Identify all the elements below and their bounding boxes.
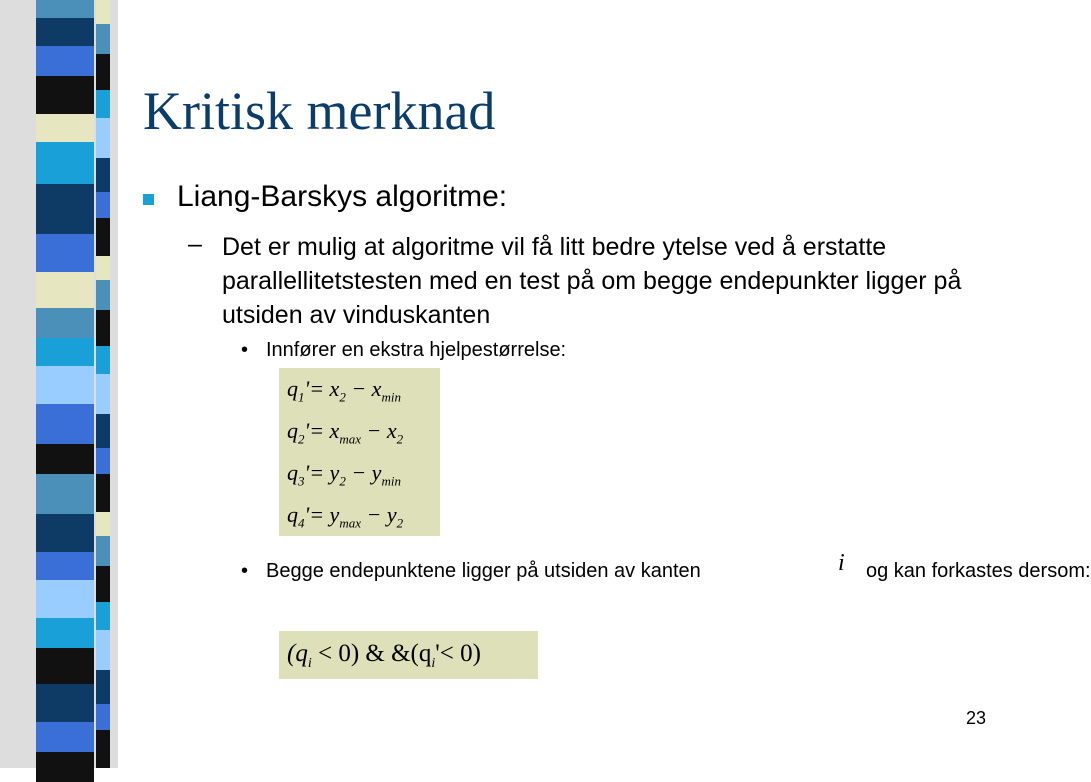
condition-expression: $(q_i < 0)$ & $\&(q_i'< 0)$ [287, 640, 481, 671]
stripe-segment [36, 114, 94, 142]
bullet-main: Liang-Barskys algoritme: [177, 180, 508, 213]
edge-index-variable: i [838, 550, 845, 576]
decorative-stripe [0, 0, 118, 768]
stripe-segment [36, 514, 94, 552]
stripe-segment [96, 536, 110, 566]
stripe-segment [96, 630, 110, 670]
stripe-segment [96, 310, 110, 346]
equation-box [279, 368, 440, 536]
stripe-segment [96, 54, 110, 90]
dot-marker: • [241, 339, 249, 361]
stripe-segment [36, 722, 94, 752]
dash-marker: – [188, 230, 202, 258]
stripe-segment [96, 670, 110, 704]
stripe-segment [36, 366, 94, 404]
equation-line: $q_4'= y_{max} - y_2$ [287, 502, 404, 531]
stripe-column [36, 0, 94, 768]
stripe-segment [96, 280, 110, 310]
sub-bullet-text: Det er mulig at algoritme vil få litt bedre ytelse ved å erstatte parallellitetstesten med en test på om begge endepunkter ligger på utsiden av vinduskanten [222, 233, 962, 329]
stripe-segment [96, 90, 110, 118]
dot-marker: • [241, 560, 249, 582]
slide-title: Kritisk merknad [143, 81, 496, 141]
stripe-segment [36, 18, 94, 46]
stripe-segment [96, 192, 110, 218]
page-number: 23 [966, 708, 987, 728]
stripe-segment [36, 142, 94, 184]
stripe-segment [96, 346, 110, 374]
condition-box [279, 631, 538, 679]
stripe-segment [96, 256, 110, 280]
stripe-segment [36, 76, 94, 114]
stripe-segment [36, 648, 94, 684]
stripe-segment [36, 46, 94, 76]
stripe-segment [96, 602, 110, 630]
stripe-segment [96, 414, 110, 448]
stripe-segment [36, 684, 94, 722]
stripe-segment [36, 618, 94, 648]
stripe-segment [36, 752, 94, 782]
stripe-segment [96, 448, 110, 474]
stripe-segment [96, 118, 110, 158]
equation-line: $q_1'= x_2 - x_{min}$ [287, 376, 401, 405]
equation-line: $q_2'= x_{max} - x_2$ [287, 418, 404, 447]
equation-line: $q_3'= y_2 - y_{min}$ [287, 460, 401, 489]
stripe-segment [96, 474, 110, 512]
stripe-column-thin [96, 0, 110, 768]
stripe-segment [96, 158, 110, 192]
stripe-segment [36, 184, 94, 234]
stripe-segment [96, 24, 110, 54]
stripe-segment [36, 234, 94, 272]
stripe-segment [96, 704, 110, 730]
stripe-segment [96, 374, 110, 414]
stripe-segment [36, 272, 94, 308]
item-both-endpoints: Begge endepunktene ligger på utsiden av kanten [266, 560, 701, 582]
stripe-segment [96, 218, 110, 256]
stripe-segment [96, 566, 110, 602]
stripe-segment [36, 404, 94, 444]
stripe-segment [96, 0, 110, 24]
stripe-segment [36, 338, 94, 366]
stripe-segment [36, 308, 94, 338]
bullet-square-icon [143, 194, 154, 205]
stripe-segment [96, 512, 110, 536]
stripe-segment [96, 730, 110, 768]
item-helper-variable: Innfører en ekstra hjelpestørrelse: [266, 339, 567, 361]
stripe-segment [36, 474, 94, 514]
stripe-segment [36, 444, 94, 474]
stripe-segment [36, 580, 94, 618]
stripe-segment [36, 0, 94, 18]
stripe-segment [36, 552, 94, 580]
item-both-endpoints-cont: og kan forkastes dersom: [866, 560, 1091, 582]
